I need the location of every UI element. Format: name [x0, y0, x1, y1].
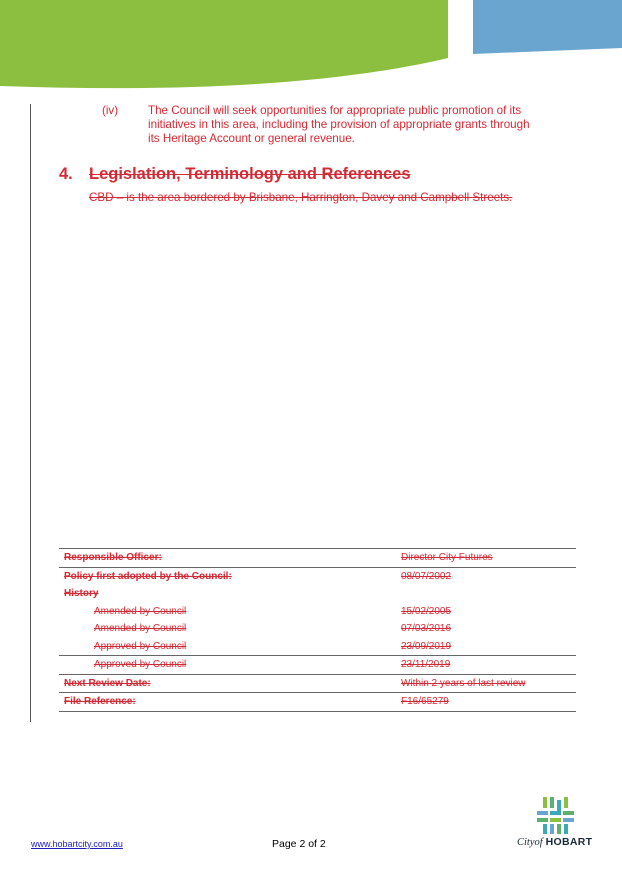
page-number: Page 2 of 2 [272, 838, 326, 850]
history-label: History [64, 588, 99, 600]
table-row [59, 693, 576, 712]
table-row [59, 674, 576, 693]
table-row [59, 549, 576, 568]
history-entry-date: 15/02/2005 [401, 605, 452, 617]
logo-block [564, 797, 568, 808]
first-adopted-value: 08/07/2002 [401, 570, 452, 582]
history-entry-date: 23/09/2019 [396, 638, 576, 656]
list-item-line: its Heritage Account or general revenue. [148, 132, 355, 145]
logo-block [563, 811, 574, 815]
history-entry-label: Approved by Council [59, 656, 396, 675]
history-entry-label: Approved by Council [59, 638, 396, 656]
logo-block [537, 818, 548, 822]
file-reference-value: F16/65279 [396, 693, 576, 712]
website-link[interactable]: www.hobartcity.com.au [31, 839, 123, 849]
history-entry-label: Amended by Council [94, 605, 187, 617]
list-item-number: (iv) [102, 104, 119, 117]
next-review-label: Next Review Date: [59, 674, 396, 693]
table-row [59, 585, 576, 603]
header-banner [0, 0, 622, 100]
table-row [59, 638, 576, 656]
logo-wordmark [517, 836, 592, 848]
table-row [59, 567, 576, 585]
history-entry-date: 23/11/2019 [396, 656, 576, 675]
file-reference-label: File Reference: [59, 693, 396, 712]
logo-block [563, 818, 574, 822]
next-review-value: Within 2 years of last review [396, 674, 576, 693]
first-adopted-label: Policy first adopted by the Council: [64, 570, 232, 582]
logo-block [543, 824, 547, 834]
section-title: Legislation, Terminology and References [89, 165, 411, 183]
revision-change-bar [30, 104, 31, 722]
section-heading [59, 165, 411, 184]
cbd-definition: CBD – is the area bordered by Brisbane, Harrington, Davey and Campbell Streets. [89, 191, 513, 204]
history-entry-date: 07/03/2016 [401, 623, 452, 635]
logo-block [543, 797, 547, 808]
responsible-officer-label: Responsible Officer: [59, 549, 396, 568]
logo-block [550, 818, 561, 822]
policy-info-table [59, 548, 576, 712]
logo-block [550, 824, 554, 834]
history-entry-label: Amended by Council [94, 623, 187, 635]
list-item-text [148, 104, 568, 146]
list-item-line: The Council will seek opportunities for appropriate public promotion of its [148, 104, 522, 117]
logo-of: of [534, 837, 543, 848]
logo-block [550, 811, 561, 815]
banner-blue-shape [473, 0, 622, 54]
table-row [59, 603, 576, 621]
banner-green-shape [0, 0, 448, 88]
logo-hobart: HOBART [545, 836, 593, 848]
logo-block [564, 824, 568, 834]
logo-block [550, 797, 554, 808]
list-item-line: initiatives in this area, including the provision of appropriate grants through [148, 118, 530, 131]
logo-city: City [517, 837, 535, 848]
logo-block [557, 824, 561, 834]
logo-block [557, 800, 561, 811]
responsible-officer-value: Director City Futures [396, 549, 576, 568]
logo-block [537, 811, 548, 815]
section-number: 4. [59, 165, 73, 183]
table-row [59, 656, 576, 675]
table-row [59, 620, 576, 638]
